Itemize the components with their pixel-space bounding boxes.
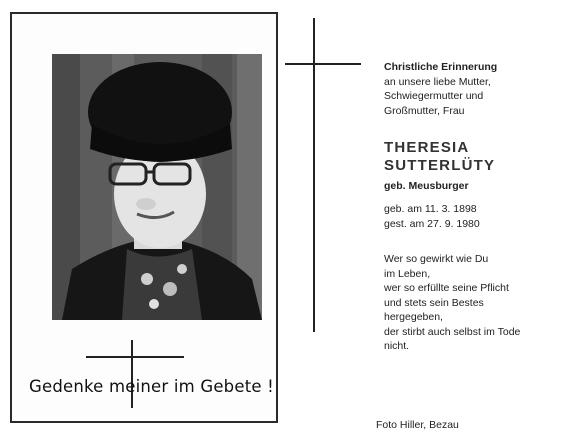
poem-line: hergegeben, <box>384 311 443 323</box>
photo-credit: Foto Hiller, Bezau <box>376 419 459 431</box>
intro-line: Schwiegermutter und <box>384 90 484 102</box>
large-cross-horizontal <box>285 63 361 65</box>
poem-line: wer so erfüllte seine Pflicht <box>384 282 509 294</box>
life-dates <box>384 202 480 231</box>
poem-line: und stets sein Bestes <box>384 296 484 309</box>
last-name: SUTTERLÜTY <box>384 157 496 174</box>
intro-heading: Christliche Erinnerung <box>384 61 498 73</box>
large-cross-vertical <box>313 18 315 332</box>
poem-line: der stirbt auch selbst im Tode <box>384 325 521 338</box>
birth-date: geb. am 11. 3. 1898 <box>384 203 477 215</box>
prayer-text: Gedenke meiner im Gebete ! <box>29 377 274 396</box>
card-cross-horizontal <box>86 356 184 358</box>
intro-line: Großmutter, Frau <box>384 104 465 117</box>
death-date: gest. am 27. 9. 1980 <box>384 217 480 230</box>
maiden-name: geb. Meusburger <box>384 180 469 192</box>
first-name: THERESIA <box>384 139 470 156</box>
poem <box>384 252 521 352</box>
portrait-illustration <box>52 54 262 320</box>
portrait-photo <box>52 54 262 320</box>
intro-block <box>384 60 497 118</box>
card-cross-vertical <box>131 340 133 408</box>
poem-line: Wer so gewirkt wie Du <box>384 253 489 265</box>
deceased-name <box>384 139 495 175</box>
intro-line: an unsere liebe Mutter, <box>384 75 491 88</box>
memorial-card <box>10 12 278 423</box>
poem-line: nicht. <box>384 340 410 352</box>
poem-line: im Leben, <box>384 267 431 280</box>
